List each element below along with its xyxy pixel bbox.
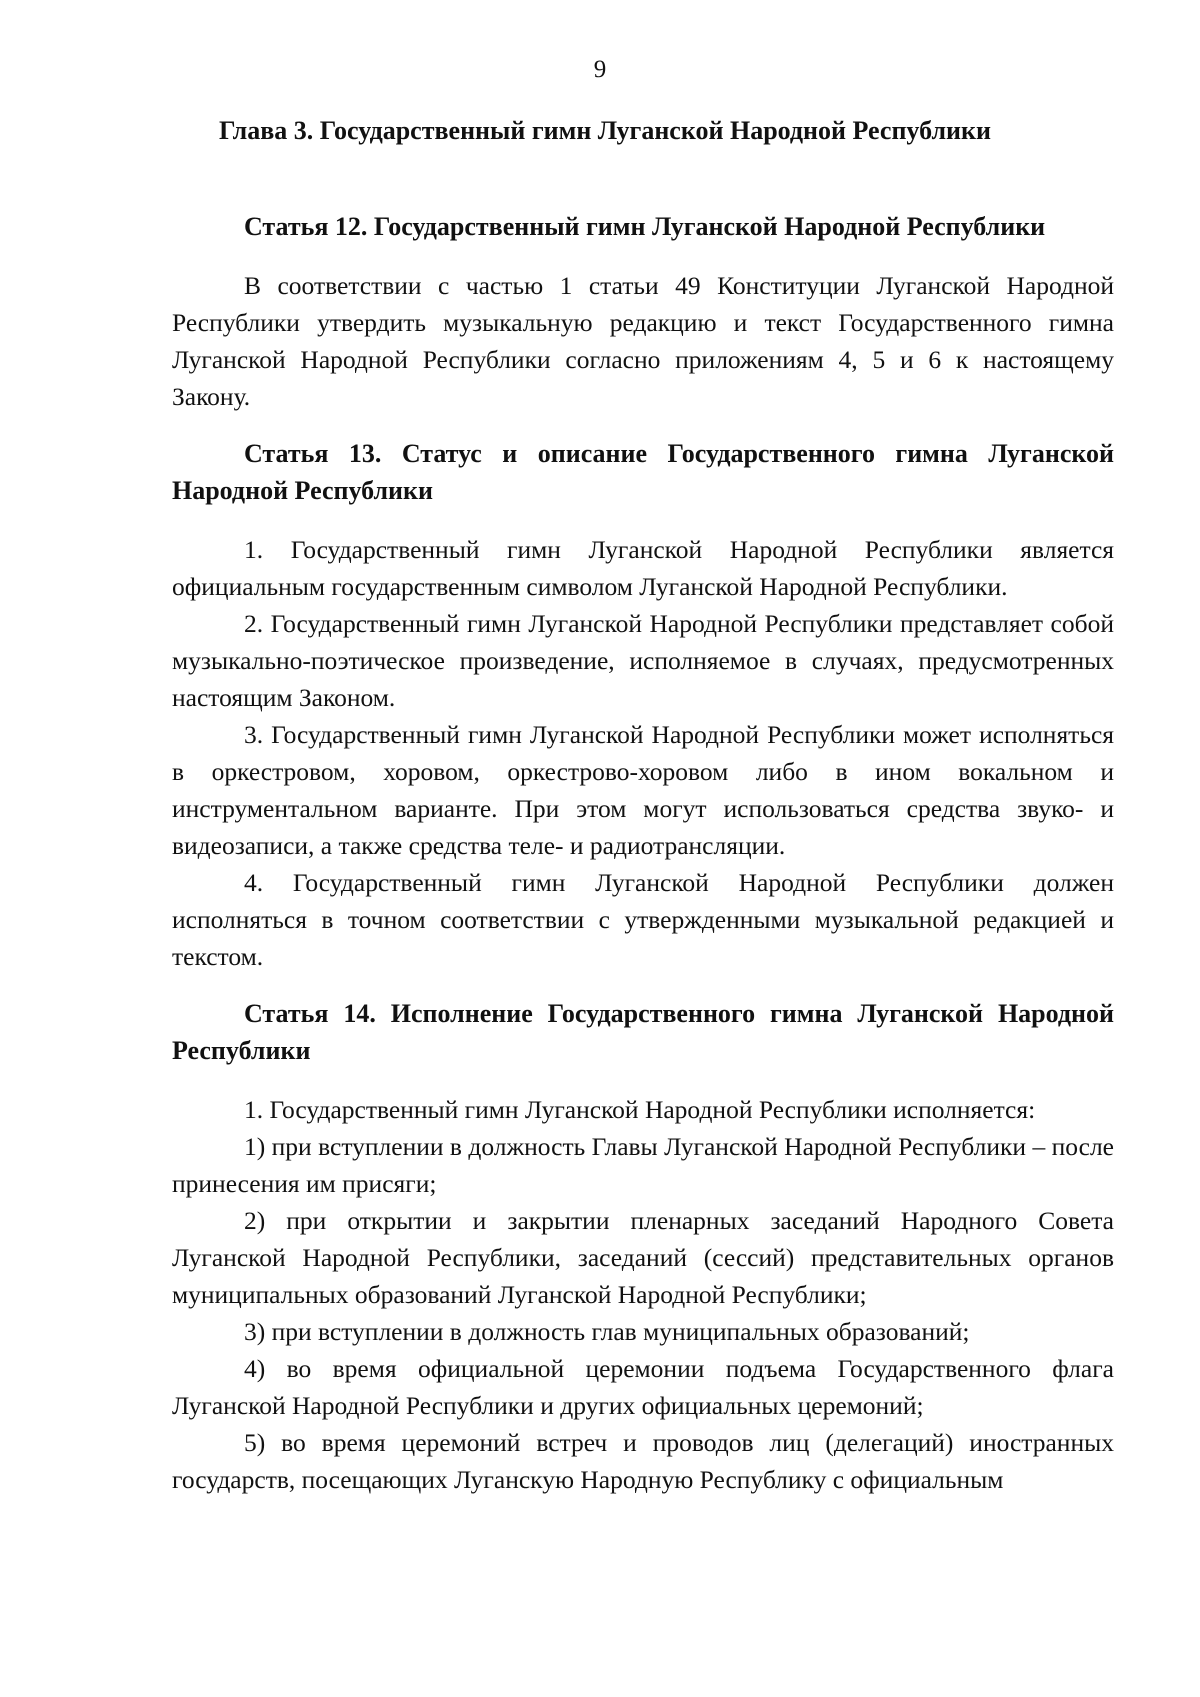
page-number: 9 xyxy=(593,56,607,83)
article-14-item-2: 2) при открытии и закрытии пленарных заседаний Народного Совета Луганской Народной Республики, заседаний (сессий) представительных органов муниципальных образований Луганской Народной Республики; xyxy=(172,1206,1114,1309)
article-14-item-1: 1) при вступлении в должность Главы Луганской Народной Республики – после принесения им присяги; xyxy=(172,1132,1114,1198)
article-14-item-5: 5) во время церемоний встреч и проводов лиц (делегаций) иностранных государств, посещающих Луганскую Народную Республику с официальным xyxy=(172,1428,1114,1494)
article-14-heading: Статья 14. Исполнение Государственного гимна Луганской Народной Республики xyxy=(172,999,1114,1065)
document-body xyxy=(172,208,1114,1498)
article-13-paragraph-2: 2. Государственный гимн Луганской Народной Республики представляет собой музыкально-поэтическое произведение, исполняемое в случаях, предусмотренных настоящим Законом. xyxy=(172,609,1114,712)
article-14-paragraph-1: 1. Государственный гимн Луганской Народной Республики исполняется: xyxy=(244,1095,1036,1124)
article-13-paragraph-1: 1. Государственный гимн Луганской Народной Республики является официальным государственным символом Луганской Народной Республики. xyxy=(172,535,1114,601)
article-13-heading: Статья 13. Статус и описание Государственного гимна Луганской Народной Республики xyxy=(172,439,1114,505)
article-14-item-4: 4) во время официальной церемонии подъема Государственного флага Луганской Народной Республики и других официальных церемоний; xyxy=(172,1354,1114,1420)
article-12-paragraph: В соответствии с частью 1 статьи 49 Конституции Луганской Народной Республики утвердить музыкальную редакцию и текст Государственного гимна Луганской Народной Республики согласно приложениям 4, 5 и 6 к настоящему Закону. xyxy=(172,271,1114,411)
chapter-title: Глава 3. Государственный гимн Луганской Народной Республики xyxy=(219,116,991,145)
article-12-heading: Статья 12. Государственный гимн Луганской Народной Республики xyxy=(244,212,1046,241)
article-13-paragraph-4: 4. Государственный гимн Луганской Народной Республики должен исполняться в точном соответствии с утвержденными музыкальной редакцией и текстом. xyxy=(172,868,1114,971)
article-13-paragraph-3: 3. Государственный гимн Луганской Народной Республики может исполняться в оркестровом, хоровом, оркестрово-хоровом либо в ином вокальном и инструментальном варианте. При этом могут использоваться средства звуко- и видеозаписи, а также средства теле- и радиотрансляции. xyxy=(172,720,1114,860)
article-14-item-3: 3) при вступлении в должность глав муниципальных образований; xyxy=(244,1317,970,1346)
